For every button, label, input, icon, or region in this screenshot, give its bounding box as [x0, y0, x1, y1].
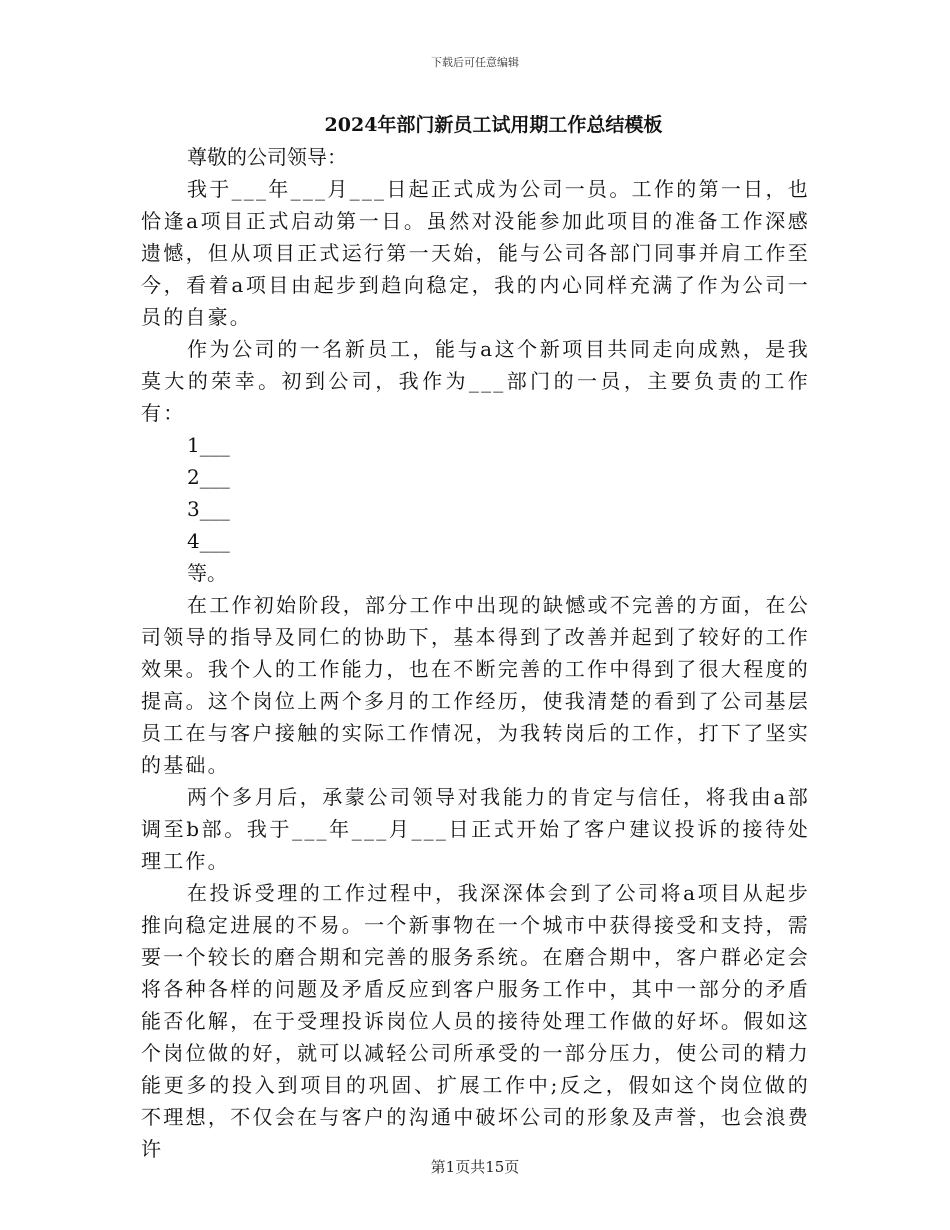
paragraph-2: 作为公司的一名新员工，能与a这个新项目共同走向成熟，是我莫大的荣幸。初到公司，我作为___部门的一员，主要负责的工作有：	[141, 337, 810, 425]
salutation: 尊敬的公司领导：	[187, 145, 347, 169]
list-item: 2___	[187, 465, 230, 489]
list-item: 1___	[187, 433, 230, 457]
list-end: 等。	[187, 561, 227, 585]
list-item: 4___	[187, 529, 230, 553]
list-item: 3___	[187, 497, 230, 521]
document-title: 2024年部门新员工试用期工作总结模板	[324, 114, 663, 136]
document-body	[141, 109, 810, 1165]
paragraph-4: 两个多月后，承蒙公司领导对我能力的肯定与信任，将我由a部调至b部。我于___年___月___日正式开始了客户建议投诉的接待处理工作。	[141, 785, 810, 873]
paragraph-1: 我于___年___月___日起正式成为公司一员。工作的第一日，也恰逢a项目正式启动第一日。虽然对没能参加此项目的准备工作深感遗憾，但从项目正式运行第一天始，能与公司各部门同事并肩工作至今，看着a项目由起步到趋向稳定，我的内心同样充满了作为公司一员的自豪。	[141, 177, 810, 329]
paragraph-3: 在工作初始阶段，部分工作中出现的缺憾或不完善的方面，在公司领导的指导及同仁的协助下，基本得到了改善并起到了较好的工作效果。我个人的工作能力，也在不断完善的工作中得到了很大程度的提高。这个岗位上两个多月的工作经历，使我清楚的看到了公司基层员工在与客户接触的实际工作情况，为我转岗后的工作，打下了坚实的基础。	[141, 593, 810, 777]
page-header-note: 下载后可任意编辑	[431, 56, 519, 69]
page-number-footer: 第1页共15页	[430, 1158, 520, 1176]
paragraph-5: 在投诉受理的工作过程中，我深深体会到了公司将a项目从起步推向稳定进展的不易。一个新事物在一个城市中获得接受和支持，需要一个较长的磨合期和完善的服务系统。在磨合期中，客户群必定会将各种各样的问题及矛盾反应到客户服务工作中，其中一部分的矛盾能否化解，在于受理投诉岗位人员的接待处理工作做的好坏。假如这个岗位做的好，就可以减轻公司所承受的一部分压力，使公司的精力能更多的投入到项目的巩固、扩展工作中;反之，假如这个岗位做的不理想，不仅会在与客户的沟通中破坏公司的形象及声誉，也会浪费许	[141, 881, 810, 1161]
